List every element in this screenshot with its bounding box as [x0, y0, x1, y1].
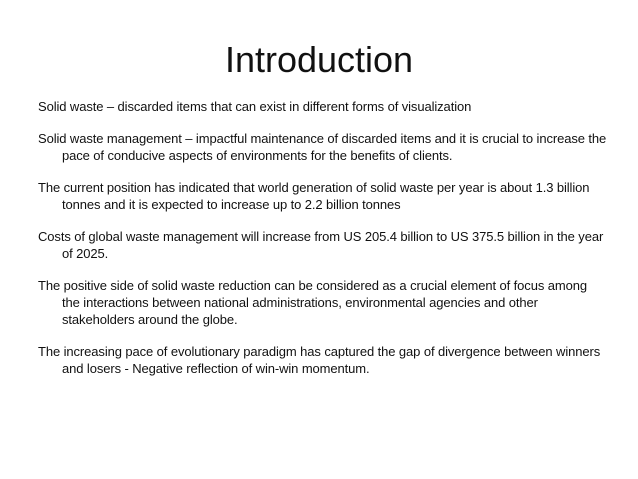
bullet-item: The increasing pace of evolutionary paradigm has captured the gap of divergence between winners and losers - Negative reflection of win-win momentum. [38, 344, 601, 376]
slide-title: Introduction [224, 39, 414, 80]
bullet-item: Solid waste – discarded items that can exist in different forms of visualization [38, 99, 472, 114]
bullet-item: Solid waste management – impactful maintenance of discarded items and it is crucial to increase the pace of conducive aspects of environments for the benefits of clients. [38, 131, 607, 163]
bullet-item: Costs of global waste management will increase from US 205.4 billion to US 375.5 billion in the year of 2025. [38, 229, 604, 261]
bullet-item: The positive side of solid waste reduction can be considered as a crucial element of focus among the interactions between national administrations, environmental agencies and other stakeholders around the globe. [38, 278, 587, 327]
bullet-item: The current position has indicated that world generation of solid waste per year is about 1.3 billion tonnes and it is expected to increase up to 2.2 billion tonnes [38, 180, 590, 212]
bullet-list [38, 98, 608, 392]
